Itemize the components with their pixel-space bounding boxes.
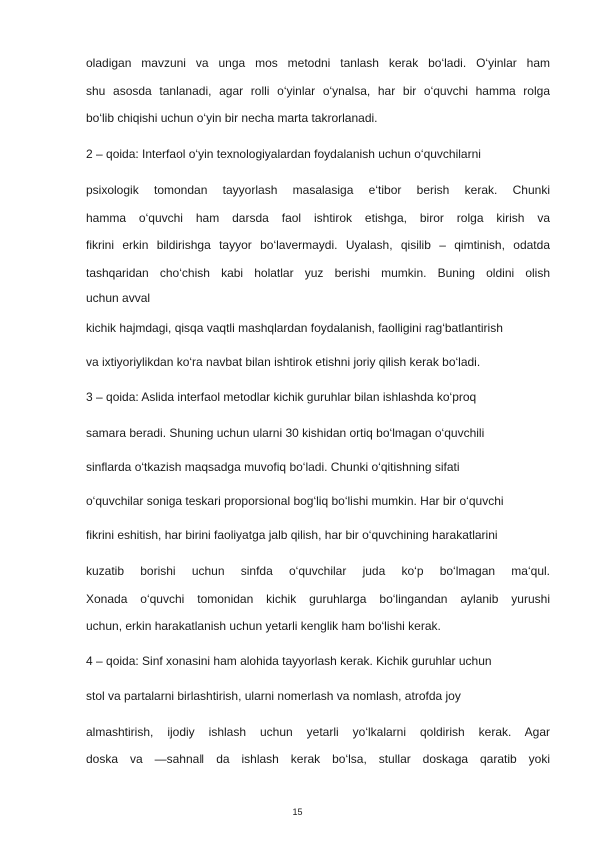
text-line: kichik hajmdagi, qisqa vaqtli mashqlardan foydalanish, faolligini rag‘batlantirish xyxy=(86,321,503,335)
text-line: fikrini erkin bildirishga tayyor bo‘lavermaydi. Uyalash, qisilib – qimtinish, odatda xyxy=(86,238,550,252)
text-line: kuzatib borishi uchun sinfda o‘quvchilar juda ko‘p bo‘lmagan ma‘qul. xyxy=(86,564,550,578)
text-line: stol va partalarni birlashtirish, ularni nomerlash va nomlash, atrofda joy xyxy=(86,689,461,703)
text-line: oladigan mavzuni va unga mos metodni tanlash kerak bo‘ladi. O‘yinlar ham xyxy=(86,56,550,70)
text-line: uchun, erkin harakatlanish uchun yetarli kenglik ham bo‘lishi kerak. xyxy=(86,619,441,633)
text-line: bo‘lib chiqishi uchun o‘yin bir necha marta takrorlanadi. xyxy=(86,111,378,125)
text-line: fikrini eshitish, har birini faoliyatga jalb qilish, har bir o‘quvchining harakatlarini xyxy=(86,528,498,542)
text-line: hamma o‘quvchi ham darsda faol ishtirok etishga, biror rolga kirish va xyxy=(86,211,550,225)
text-line: doska va ―sahna‖ da ishlash kerak bo‘lsa, stullar doskaga qaratib yoki xyxy=(86,752,550,766)
text-line: samara beradi. Shuning uchun ularni 30 kishidan ortiq bo‘lmagan o‘quvchili xyxy=(86,426,485,440)
text-line: 2 – qoida: Interfaol o‘yin texnologiyalardan foydalanish uchun o‘quvchilarni xyxy=(86,147,481,161)
text-line: almashtirish, ijodiy ishlash uchun yetarli yo‘lkalarni qoldirish kerak. Agar xyxy=(86,725,550,739)
text-line: o‘quvchilar soniga teskari proporsional bog‘liq bo‘lishi mumkin. Har bir o‘quvchi xyxy=(86,494,504,508)
text-line: sinflarda o‘tkazish maqsadga muvofiq bo‘ladi. Chunki o‘qitishning sifati xyxy=(86,460,460,474)
text-line: uchun avval xyxy=(86,291,151,305)
page-number: 15 xyxy=(292,807,303,817)
text-line: shu asosda tanlanadi, agar rolli o‘yinlar o‘ynalsa, har bir o‘quvchi hamma rolga xyxy=(86,84,550,98)
text-line: 3 – qoida: Aslida interfaol metodlar kichik guruhlar bilan ishlashda ko‘proq xyxy=(86,390,477,404)
text-line: va ixtiyoriylikdan ko‘ra navbat bilan ishtirok etishni joriy qilish kerak bo‘ladi. xyxy=(86,355,481,369)
text-line: 4 – qoida: Sinf xonasini ham alohida tayyorlash kerak. Kichik guruhlar uchun xyxy=(86,654,492,668)
text-line: Xonada o‘quvchi tomonidan kichik guruhlarga bo‘lingandan aylanib yurushi xyxy=(86,592,550,606)
text-line: tashqaridan cho‘chish kabi holatlar yuz berishi mumkin. Buning oldini olish xyxy=(86,266,550,280)
text-line: psixologik tomondan tayyorlash masalasiga e‘tibor berish kerak. Chunki xyxy=(86,183,550,197)
